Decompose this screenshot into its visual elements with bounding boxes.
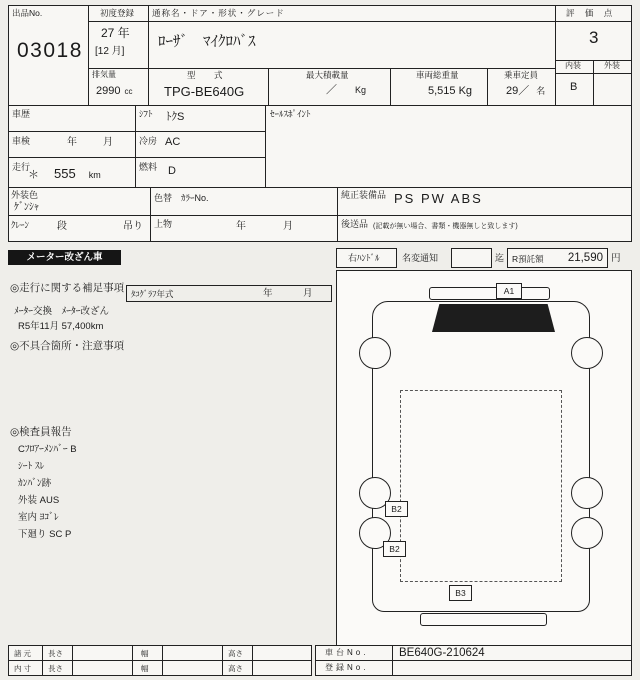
inspector-item: 下廻り SC P	[18, 529, 72, 540]
chassis-no-label: 車台No.	[325, 648, 369, 657]
score-label: 評 価 点	[566, 8, 617, 18]
mileage-label: 走行	[12, 162, 31, 172]
body-label: 上物	[154, 219, 173, 229]
damage-marker-b2-lower: B2	[383, 541, 406, 557]
crane-step-label: 段	[57, 221, 67, 232]
grid-line	[8, 105, 632, 106]
wheel-front-left	[359, 337, 391, 369]
defects-title: ◎不具合箇所・注意事項	[10, 340, 125, 352]
first-registration-year: 27 年	[101, 26, 130, 40]
color-no-label: ｶﾗｰNo.	[181, 193, 209, 203]
inspector-item: Cﾌﾛｱｰﾒﾝﾊﾞｰ B	[18, 444, 77, 455]
spec-length-label: 長さ	[48, 649, 63, 658]
spec-height-label: 高さ	[228, 649, 243, 658]
grid-line	[42, 645, 43, 676]
first-registration-label: 初度登録	[100, 8, 135, 18]
grid-line	[593, 60, 594, 105]
ac-value: AC	[165, 136, 181, 148]
tachograph-box	[126, 285, 332, 302]
inner-width-label: 幅	[141, 664, 149, 673]
top-form-panel	[8, 5, 632, 242]
damage-marker-b3: B3	[449, 585, 472, 601]
inspector-report-title: ◎検査員報告	[10, 426, 72, 438]
inspection-year-label: 年	[67, 137, 77, 148]
vehicle-diagram-panel	[336, 270, 632, 647]
displacement-label: 排気量	[92, 70, 116, 79]
body-month-label: 月	[283, 221, 293, 232]
grid-line	[337, 187, 338, 242]
recycle-deposit-box	[507, 248, 608, 268]
tachograph-month-label: 月	[303, 288, 313, 299]
fuel-label: 燃料	[139, 162, 158, 172]
spec-width-label: 幅	[141, 649, 149, 658]
equipment-label: 純正装備品	[341, 190, 387, 200]
grid-line	[252, 645, 253, 676]
grid-line	[8, 215, 632, 216]
mileage-star: ＊	[28, 169, 39, 181]
history-label: 車歴	[12, 109, 31, 119]
score-value: 3	[589, 28, 599, 47]
exterior-label: 外装	[604, 61, 620, 70]
vehicle-name-value: ﾛｰｻﾞ ﾏｲｸﾛﾊﾞｽ	[158, 33, 256, 50]
max-load-number: ／	[326, 84, 337, 96]
mileage-value	[28, 167, 101, 181]
tachograph-label: ﾀｺｸﾞﾗﾌ年式	[131, 289, 174, 299]
inspector-item: ｼｰﾄ ｽﾚ	[18, 461, 45, 472]
equipment-value: PS PW ABS	[394, 191, 483, 206]
grid-line	[148, 5, 149, 105]
recycle-deposit-label: R預託額	[512, 254, 544, 264]
interior-grade-value: B	[570, 81, 578, 93]
grid-line	[150, 187, 151, 242]
crane-label: ｸﾚｰﾝ	[11, 220, 30, 230]
inspector-item: ｶﾝﾊﾞﾝ跡	[18, 478, 52, 489]
color-change-label: 色替	[154, 193, 173, 203]
fuel-value: D	[168, 165, 176, 177]
grid-line	[88, 68, 555, 69]
wheel-rear-right-1	[571, 477, 603, 509]
yen-label: 円	[611, 253, 621, 264]
name-change-field	[451, 248, 492, 268]
wheel-rear-right-2	[571, 517, 603, 549]
front-bumper	[429, 287, 550, 300]
roof-dashed-outline	[400, 390, 562, 582]
inner-row-label: 内寸	[14, 664, 33, 673]
grid-line	[135, 105, 136, 187]
damage-marker-b2-upper: B2	[385, 501, 408, 517]
windshield	[432, 304, 555, 332]
chassis-no-value: BE640G-210624	[399, 647, 485, 659]
grid-line	[88, 5, 89, 105]
grid-line	[8, 131, 265, 132]
grid-line	[222, 645, 223, 676]
mileage-unit: km	[88, 170, 101, 180]
crane-hang-label: 吊り	[123, 221, 143, 232]
inspector-item: 室内 ﾖｺﾞﾚ	[18, 512, 59, 523]
auction-no-label: 出品No.	[12, 8, 43, 18]
shift-value: ﾄｸS	[166, 111, 185, 123]
grid-line	[132, 645, 133, 676]
max-load-label: 最大積載量	[306, 70, 349, 80]
grid-line	[8, 660, 312, 661]
gross-weight-label: 車両総重量	[416, 70, 459, 80]
grid-line	[555, 5, 556, 105]
model-label: 型 式	[187, 70, 228, 80]
interior-label: 内装	[565, 61, 581, 70]
grid-line	[265, 105, 266, 187]
first-registration-month: [12 月]	[95, 46, 125, 57]
mileage-notes-title: ◎走行に関する補足事項	[10, 282, 125, 294]
grid-line	[162, 645, 163, 676]
exterior-color-label: 外装色	[11, 190, 39, 200]
inspection-label: 車検	[12, 136, 31, 146]
capacity-label: 乗車定員	[504, 70, 539, 80]
displacement-number: 2990	[96, 85, 121, 97]
grid-line	[392, 645, 393, 676]
grid-line	[88, 21, 632, 22]
tachograph-year-label: 年	[263, 288, 273, 299]
max-load-value	[326, 85, 366, 96]
inspector-item: 外装 AUS	[18, 495, 60, 506]
until-label: 迄	[495, 253, 505, 263]
max-load-unit: Kg	[355, 85, 367, 95]
vehicle-name-header: 通称名・ドア・形状・グレード	[152, 8, 285, 18]
damage-marker-a1: A1	[496, 283, 522, 299]
grid-line	[390, 68, 391, 105]
rear-bumper	[420, 613, 547, 626]
capacity-unit: 名	[536, 86, 546, 96]
inspection-month-label: 月	[103, 137, 113, 148]
sales-point-label: ｾｰﾙｽﾎﾟｲﾝﾄ	[270, 109, 311, 119]
wheel-front-right	[571, 337, 603, 369]
shift-label: ｼﾌﾄ	[139, 109, 153, 119]
inner-length-label: 長さ	[48, 664, 63, 673]
body-year-label: 年	[236, 221, 246, 232]
model-value: TPG-BE640G	[164, 84, 245, 99]
auction-no-value: 03018	[17, 39, 83, 62]
grid-line	[8, 187, 632, 188]
mileage-number: 555	[54, 166, 76, 181]
capacity-number: 29／	[506, 85, 530, 97]
gross-weight-value: 5,515 Kg	[428, 85, 473, 97]
recycle-deposit-value: 21,590	[567, 252, 603, 264]
meter-history-line: R5年11月 57,400km	[18, 321, 104, 332]
grid-line	[315, 660, 632, 661]
meter-exchange-line: ﾒｰﾀｰ交換 ﾒｰﾀｰ改ざん	[14, 306, 110, 317]
grid-line	[72, 645, 73, 676]
meter-tampered-badge: メーター改ざん車	[8, 250, 121, 265]
later-items-label: 後送品	[341, 219, 369, 229]
name-change-label: 名変通知	[402, 253, 439, 263]
spec-row-label: 諸元	[14, 649, 33, 658]
grid-line	[487, 68, 488, 105]
displacement-value	[96, 86, 132, 97]
later-items-note: (記載が無い場合、書類・機器無しと致します)	[373, 223, 518, 230]
rhd-label: 右ﾊﾝﾄﾞﾙ	[348, 253, 380, 263]
ac-label: 冷房	[139, 136, 158, 146]
grid-line	[8, 157, 265, 158]
inner-height-label: 高さ	[228, 664, 243, 673]
grid-line	[268, 68, 269, 105]
capacity-value	[506, 86, 545, 97]
displacement-unit: cc	[124, 87, 133, 96]
registration-no-label: 登録No.	[325, 663, 369, 672]
exterior-color-value: ｹﾞﾝｼｬ	[14, 202, 39, 213]
